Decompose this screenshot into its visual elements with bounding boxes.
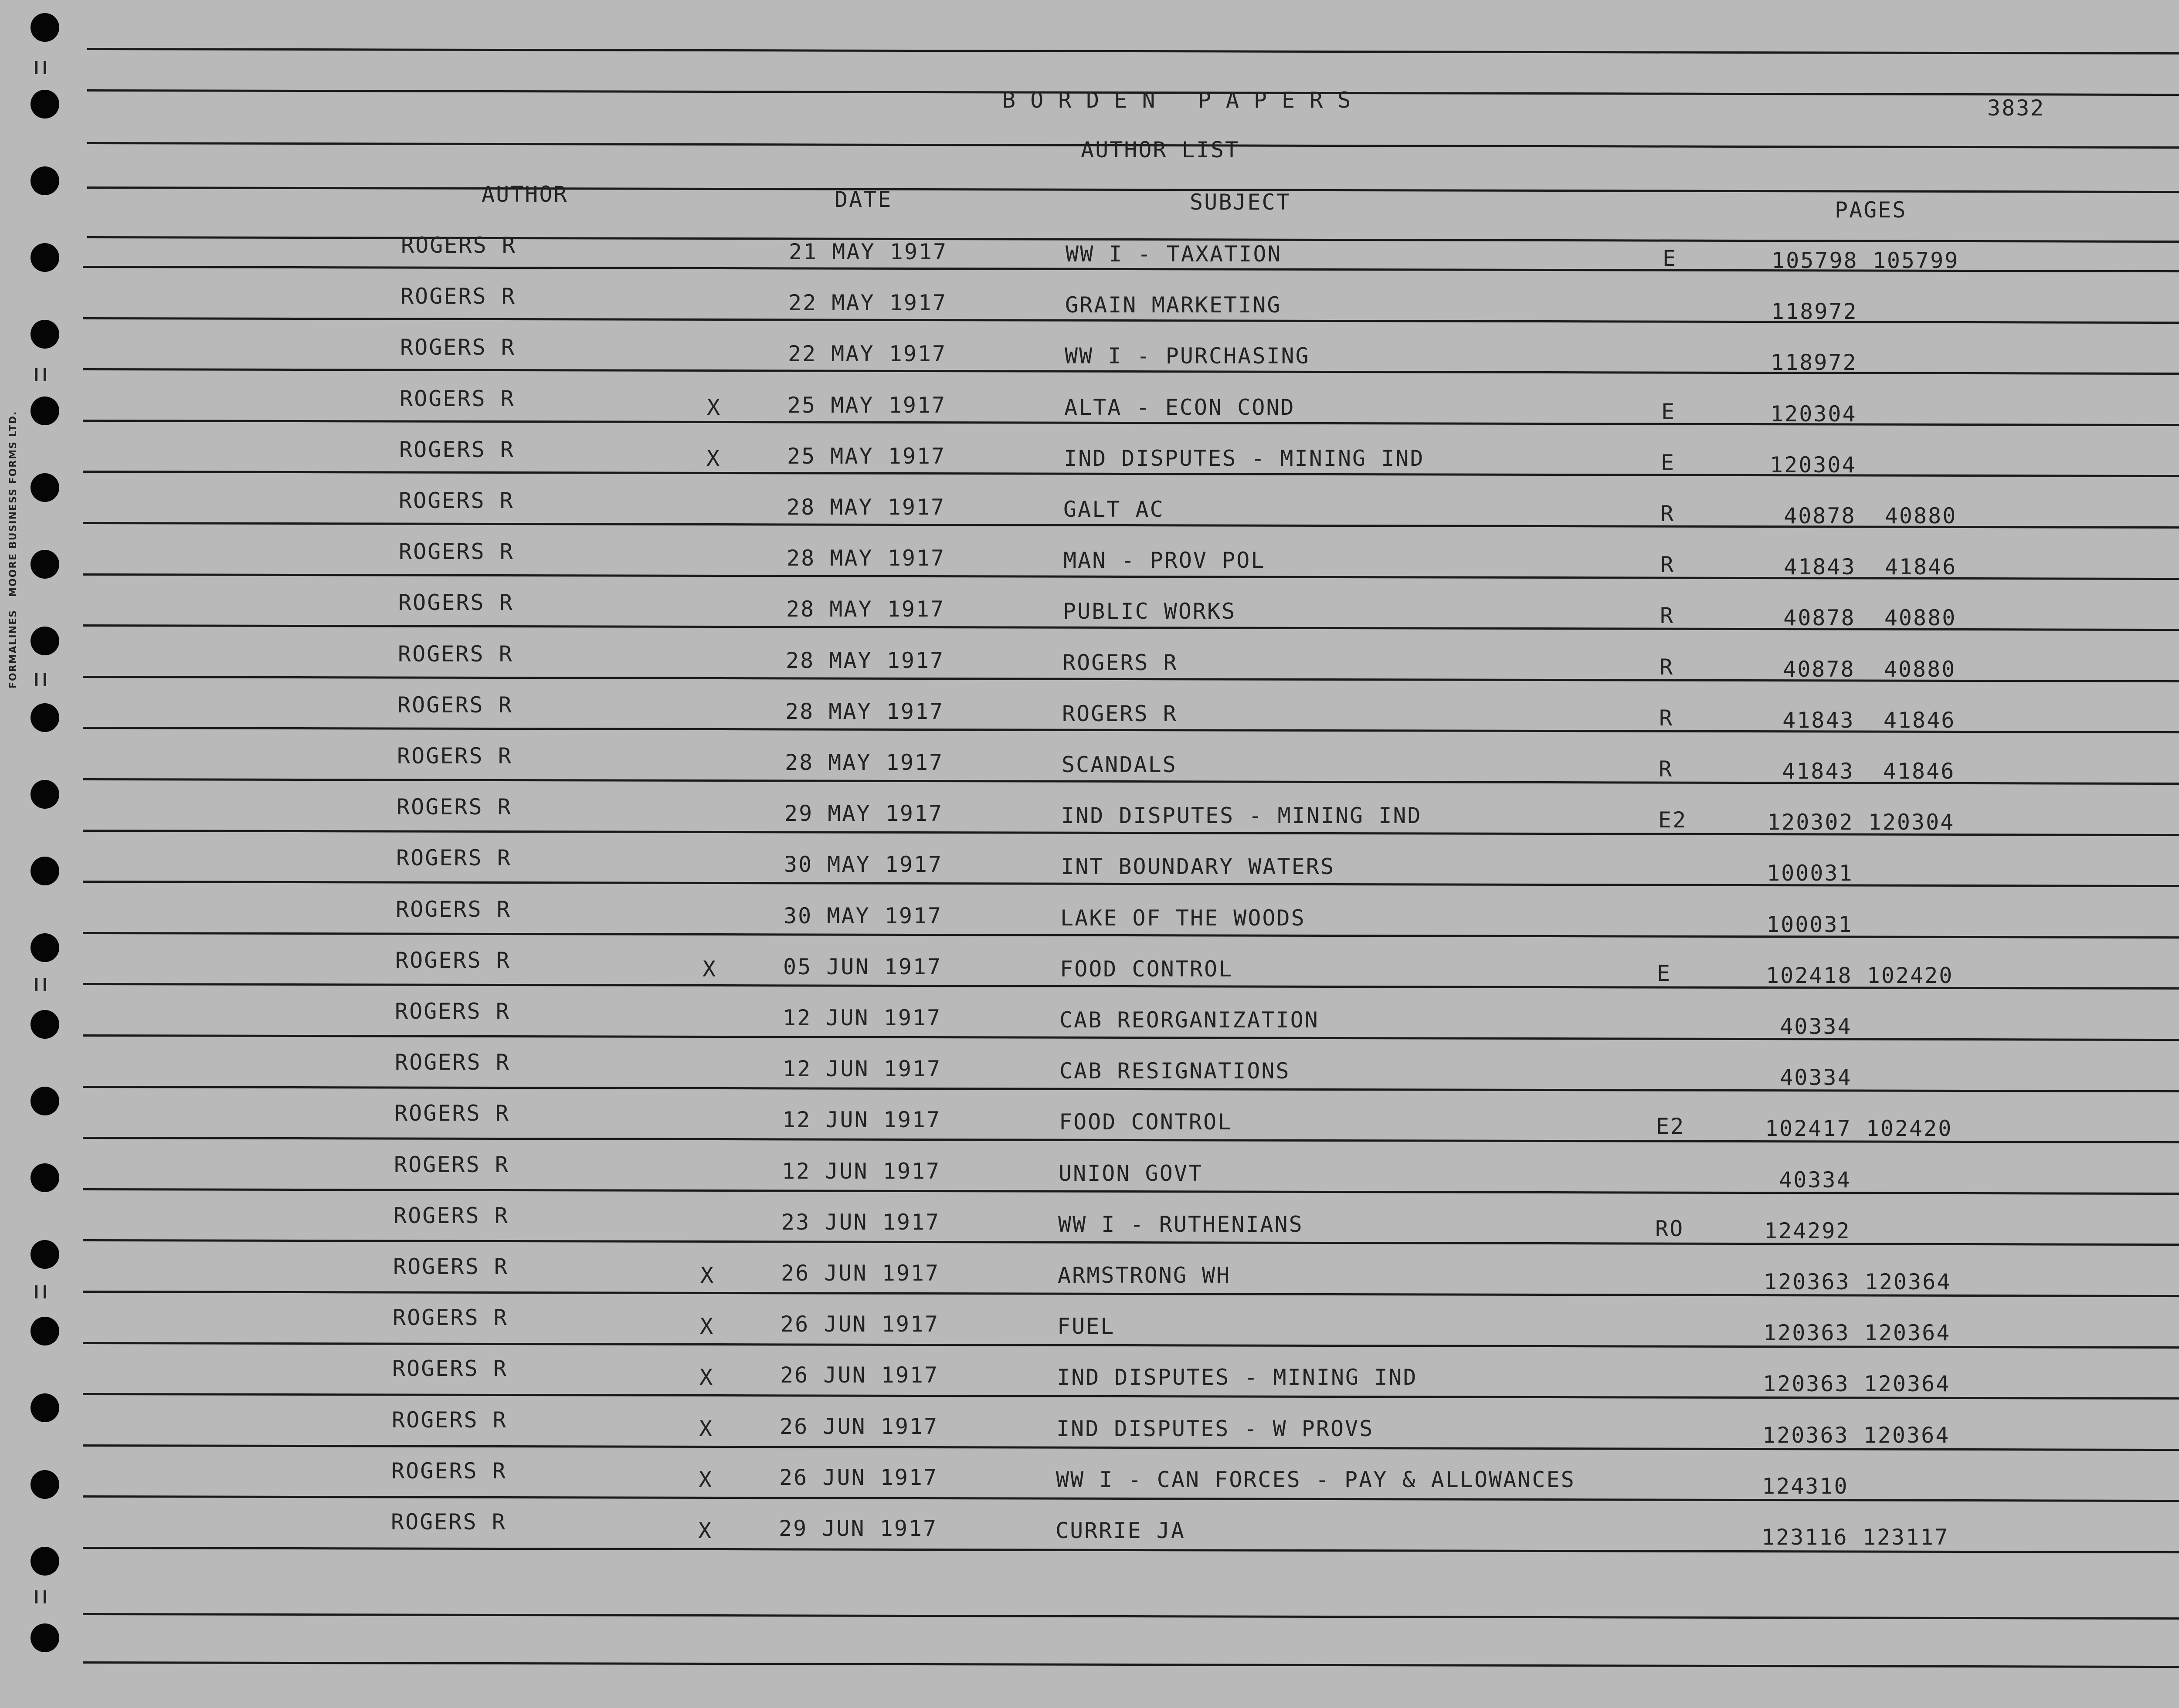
row-author: ROGERS R [399,488,514,513]
row-pages: 100031 [1767,861,1853,886]
row-subject: WW I - CAN FORCES - PAY & ALLOWANCES [1056,1467,1575,1492]
tractor-hole [31,396,59,425]
form-rule [83,1661,2179,1668]
row-subject: WW I - PURCHASING [1065,343,1310,369]
tractor-hole [31,1010,59,1039]
tractor-hole [31,1623,59,1652]
row-code: E [1663,246,1677,271]
row-subject: ROGERS R [1062,701,1178,726]
column-header-author: AUTHOR [482,182,568,207]
tractor-hole [31,473,59,502]
row-flag: X [700,1263,715,1288]
row-pages: 120304 [1770,452,1857,478]
row-date: 26 JUN 1917 [781,1261,940,1286]
form-rule [87,186,2179,193]
tractor-hole [31,1163,59,1192]
form-rule [83,1495,2179,1502]
row-pages: 120363 120364 [1763,1371,1951,1396]
tractor-hole [31,1393,59,1422]
tractor-hole [31,550,59,579]
row-date: 21 MAY 1917 [789,239,948,264]
row-author: ROGERS R [400,335,516,360]
row-pages: 124310 [1762,1474,1849,1499]
row-subject: LAKE OF THE WOODS [1060,905,1306,931]
row-author: ROGERS R [396,897,511,922]
row-author: ROGERS R [393,1305,508,1330]
row-subject: ROGERS R [1062,650,1178,675]
tractor-hole [31,90,59,119]
row-pages: 100031 [1766,912,1853,937]
row-subject: PUBLIC WORKS [1063,599,1236,624]
row-author: ROGERS R [398,590,514,615]
row-code: R [1659,756,1673,782]
row-date: 12 JUN 1917 [782,1159,941,1184]
row-author: ROGERS R [391,1509,506,1535]
row-date: 28 MAY 1917 [787,495,946,520]
tractor-hole [31,933,59,962]
row-flag: X [707,395,722,420]
row-pages: 123116 123117 [1762,1525,1949,1550]
row-subject: MAN - PROV POL [1063,548,1266,573]
row-code: R [1660,552,1675,577]
row-date: 26 JUN 1917 [780,1362,939,1388]
row-author: ROGERS R [400,386,515,411]
row-date: 30 MAY 1917 [784,903,943,929]
row-flag: X [703,956,717,982]
tractor-hole [31,1547,59,1576]
row-subject: IND DISPUTES - MINING IND [1064,446,1425,471]
row-author: ROGERS R [392,1407,507,1433]
column-header-subject: SUBJECT [1190,190,1291,215]
tractor-hole [31,780,59,809]
row-pages: 118972 [1771,350,1857,375]
row-pages: 41843 41846 [1768,759,1955,784]
row-code: E [1661,450,1676,475]
row-date: 25 MAY 1917 [787,444,946,469]
row-flag: X [699,1416,714,1441]
row-flag: X [699,1365,714,1390]
row-author: ROGERS R [394,1203,509,1228]
row-date: 22 MAY 1917 [788,290,947,315]
column-header-pages: PAGES [1835,197,1907,223]
row-author: ROGERS R [401,284,516,309]
row-subject: ARMSTRONG WH [1058,1263,1231,1288]
row-subject: FUEL [1057,1314,1115,1339]
row-pages: 41843 41846 [1769,554,1957,580]
form-rule [83,881,2179,887]
row-subject: SCANDALS [1062,752,1177,777]
tractor-hole [31,627,59,655]
form-rule [87,48,2179,54]
row-pages: 124292 [1764,1218,1851,1244]
form-rule [83,1239,2179,1246]
tractor-hole [31,857,59,885]
row-date: 28 MAY 1917 [785,750,944,775]
row-date: 29 MAY 1917 [784,801,944,826]
perforation-mark [35,978,46,991]
row-pages: 120363 120364 [1764,1269,1952,1295]
row-code: E [1661,399,1676,424]
row-flag: X [706,446,721,471]
row-pages: 118972 [1771,299,1858,324]
form-rule [83,317,2179,324]
row-pages: 40878 40880 [1769,605,1957,630]
row-author: ROGERS R [392,1356,508,1381]
row-author: ROGERS R [394,1101,510,1126]
row-subject: GALT AC [1063,497,1164,522]
row-author: ROGERS R [397,794,512,820]
row-subject: WW I - RUTHENIANS [1058,1212,1303,1237]
row-pages: 102418 102420 [1766,963,1954,988]
row-subject: FOOD CONTROL [1059,1109,1232,1135]
row-date: 26 JUN 1917 [780,1414,939,1439]
form-rule [83,1034,2179,1041]
row-date: 12 JUN 1917 [783,1005,942,1030]
perforation-mark [35,1590,46,1603]
tractor-hole [31,1240,59,1269]
row-pages: 41843 41846 [1768,708,1956,733]
row-code: R [1660,654,1674,680]
row-date: 28 MAY 1917 [787,546,946,571]
row-date: 30 MAY 1917 [784,852,943,877]
row-date: 05 JUN 1917 [783,954,942,979]
row-pages: 120302 120304 [1767,810,1955,835]
row-code: R [1659,705,1674,731]
row-pages: 40878 40880 [1769,503,1957,529]
form-rule [83,368,2179,375]
row-subject: UNION GOVT [1059,1161,1203,1186]
form-rule [83,932,2179,939]
row-subject: ALTA - ECON COND [1064,395,1295,420]
row-subject: CURRIE JA [1056,1518,1185,1543]
perforation-mark [35,673,46,686]
row-date: 12 JUN 1917 [782,1107,941,1132]
row-code: E2 [1658,807,1687,833]
row-subject: WW I - TAXATION [1066,241,1282,267]
row-date: 26 JUN 1917 [779,1465,938,1490]
row-pages: 40878 40880 [1768,657,1956,682]
row-code: E [1657,961,1672,986]
row-pages: 40334 [1765,1167,1851,1193]
row-flag: X [700,1314,715,1339]
row-pages: 120363 120364 [1763,1320,1951,1345]
row-author: ROGERS R [401,233,516,258]
row-date: 28 MAY 1917 [786,648,945,673]
perforation-mark [35,61,46,74]
row-code: R [1660,501,1675,526]
row-date: 28 MAY 1917 [785,699,944,724]
perforation-mark [35,1285,46,1298]
row-author: ROGERS R [395,999,510,1024]
perforation-mark [35,368,46,381]
row-subject: IND DISPUTES - W PROVS [1056,1416,1374,1441]
row-author: ROGERS R [397,692,513,718]
row-date: 22 MAY 1917 [788,341,947,366]
row-subject: IND DISPUTES - MINING IND [1061,803,1422,828]
row-pages: 40334 [1765,1065,1852,1090]
form-maker-imprint: FORMALINES MOORE BUSINESS FORMS LTD. [8,410,19,688]
row-pages: 105798 105799 [1772,248,1959,273]
row-subject: INT BOUNDARY WATERS [1061,854,1335,879]
row-date: 12 JUN 1917 [783,1056,942,1081]
row-date: 25 MAY 1917 [787,393,947,418]
row-pages: 102417 102420 [1765,1116,1953,1141]
row-author: ROGERS R [393,1254,509,1279]
row-code: R [1660,603,1675,628]
row-flag: X [699,1467,713,1492]
row-subject: GRAIN MARKETING [1065,292,1282,318]
form-rule [83,420,2179,426]
row-author: ROGERS R [395,948,511,973]
row-author: ROGERS R [398,641,513,667]
row-author: ROGERS R [391,1458,507,1484]
tractor-hole [31,1470,59,1499]
row-subject: FOOD CONTROL [1060,956,1233,982]
row-subject: CAB RESIGNATIONS [1059,1058,1290,1084]
row-subject: CAB REORGANIZATION [1059,1007,1319,1033]
row-pages: 120363 120364 [1762,1423,1950,1448]
tractor-hole [31,1317,59,1345]
tractor-hole [31,243,59,272]
row-pages: 40334 [1765,1014,1852,1039]
row-date: 28 MAY 1917 [786,596,945,622]
row-flag: X [698,1518,713,1543]
row-author: ROGERS R [399,437,515,462]
list-title: AUTHOR LIST [1081,137,1240,163]
tractor-hole [31,703,59,732]
form-rule [83,1613,2179,1620]
column-header-date: DATE [835,187,893,212]
row-author: ROGERS R [397,743,513,769]
row-subject: IND DISPUTES - MINING IND [1057,1365,1418,1390]
document-title: BORDEN PAPERS [1002,88,1366,113]
form-rule [83,1086,2179,1092]
row-code: E2 [1656,1114,1685,1139]
row-date: 26 JUN 1917 [781,1312,940,1337]
form-rule [83,1188,2179,1195]
tractor-hole [31,320,59,349]
row-pages: 120304 [1770,401,1857,427]
tractor-hole [31,166,59,195]
row-date: 23 JUN 1917 [781,1210,940,1235]
tractor-hole [31,13,59,42]
row-date: 29 JUN 1917 [779,1516,938,1541]
row-author: ROGERS R [396,845,512,871]
row-code: RO [1655,1216,1684,1241]
form-rule [83,471,2179,477]
row-author: ROGERS R [394,1152,509,1177]
tractor-hole [31,1087,59,1115]
row-author: ROGERS R [395,1050,510,1075]
page-number: 3832 [1987,95,2045,121]
row-author: ROGERS R [399,539,514,564]
